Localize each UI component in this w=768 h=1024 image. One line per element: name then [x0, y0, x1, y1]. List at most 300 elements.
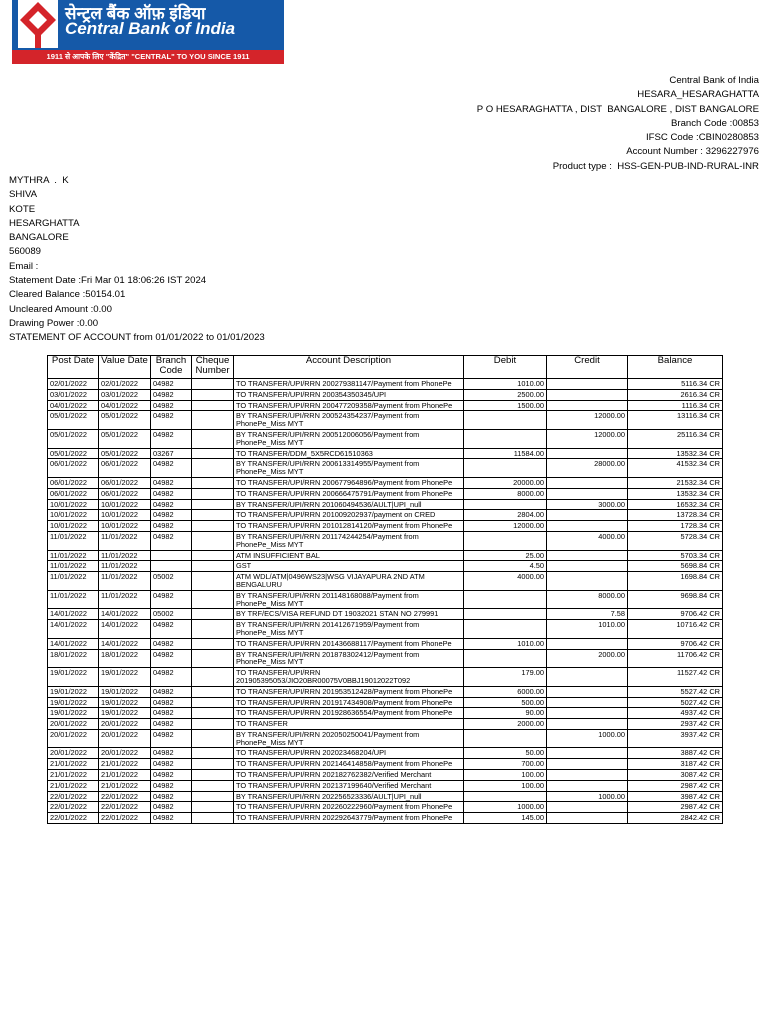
cell-credit: [547, 400, 628, 411]
cell-cheque-number: [192, 521, 234, 532]
cell-account-description: BY TRF/ECS/VISA REFUND DT 19032021 STAN NO 279991: [234, 609, 464, 620]
cell-post-date: 19/01/2022: [48, 708, 99, 719]
cell-post-date: 05/01/2022: [48, 411, 99, 430]
cell-balance: 11706.42 CR: [628, 649, 723, 668]
cell-cheque-number: [192, 780, 234, 791]
cell-post-date: 11/01/2022: [48, 550, 99, 561]
cell-credit: 1000.00: [547, 791, 628, 802]
cell-debit: 100.00: [464, 770, 547, 781]
cell-value-date: 11/01/2022: [99, 561, 151, 572]
cell-debit: [464, 620, 547, 639]
cell-post-date: 11/01/2022: [48, 572, 99, 591]
cell-value-date: 19/01/2022: [99, 686, 151, 697]
cell-branch-code: 04982: [151, 638, 192, 649]
table-row: [48, 379, 723, 390]
cell-branch-code: 04982: [151, 770, 192, 781]
cell-account-description: BY TRANSFER/UPI/RRN 202256523336/AULT|UPI_null: [234, 791, 464, 802]
cell-balance: 5698.84 CR: [628, 561, 723, 572]
cell-branch-code: 04982: [151, 488, 192, 499]
cell-value-date: 06/01/2022: [99, 459, 151, 478]
cell-credit: 3000.00: [547, 499, 628, 510]
table-row: [48, 448, 723, 459]
account-number: Account Number : 3296227976: [626, 146, 759, 158]
cell-cheque-number: [192, 638, 234, 649]
cell-debit: 20000.00: [464, 477, 547, 488]
cell-cheque-number: [192, 759, 234, 770]
cell-cheque-number: [192, 748, 234, 759]
cell-branch-code: 04982: [151, 590, 192, 609]
customer-city: BANGALORE: [9, 232, 69, 244]
cell-account-description: TO TRANSFER/UPI/RRN 200477209358/Payment from PhonePe: [234, 400, 464, 411]
cell-value-date: 21/01/2022: [99, 759, 151, 770]
cell-balance: 1698.84 CR: [628, 572, 723, 591]
cell-account-description: GST: [234, 561, 464, 572]
cell-branch-code: 04982: [151, 499, 192, 510]
cell-value-date: 02/01/2022: [99, 379, 151, 390]
cell-account-description: TO TRANSFER/UPI/RRN 201953512428/Payment from PhonePe: [234, 686, 464, 697]
cell-debit: 2500.00: [464, 389, 547, 400]
cell-branch-code: 04982: [151, 759, 192, 770]
cell-value-date: 10/01/2022: [99, 499, 151, 510]
cell-post-date: 18/01/2022: [48, 649, 99, 668]
cell-debit: [464, 411, 547, 430]
cell-balance: 5703.34 CR: [628, 550, 723, 561]
table-row: [48, 638, 723, 649]
cell-branch-code: 05002: [151, 572, 192, 591]
header-cheque-number: Cheque Number: [192, 356, 234, 379]
cell-account-description: TO TRANSFER/UPI/RRN 201009202937/payment on CRED: [234, 510, 464, 521]
cell-balance: 3887.42 CR: [628, 748, 723, 759]
cell-post-date: 06/01/2022: [48, 459, 99, 478]
cell-debit: [464, 609, 547, 620]
cell-account-description: TO TRANSFER/UPI/RRN 202146414858/Payment from PhonePe: [234, 759, 464, 770]
cell-cheque-number: [192, 510, 234, 521]
table-row: [48, 429, 723, 448]
cell-credit: [547, 389, 628, 400]
cell-balance: 13532.34 CR: [628, 488, 723, 499]
cell-branch-code: 05002: [151, 609, 192, 620]
cell-value-date: 19/01/2022: [99, 708, 151, 719]
cell-balance: 2987.42 CR: [628, 780, 723, 791]
cell-post-date: 22/01/2022: [48, 802, 99, 813]
cell-credit: 12000.00: [547, 411, 628, 430]
cell-post-date: 14/01/2022: [48, 620, 99, 639]
cell-cheque-number: [192, 590, 234, 609]
cell-balance: 5728.34 CR: [628, 531, 723, 550]
cell-account-description: TO TRANSFER/UPI/RRN 201917434908/Payment from PhonePe: [234, 697, 464, 708]
cell-post-date: 19/01/2022: [48, 697, 99, 708]
cell-cheque-number: [192, 802, 234, 813]
cell-debit: 12000.00: [464, 521, 547, 532]
cell-balance: 3937.42 CR: [628, 729, 723, 748]
cell-value-date: 20/01/2022: [99, 748, 151, 759]
table-row: [48, 802, 723, 813]
cell-cheque-number: [192, 729, 234, 748]
cell-balance: 9706.42 CR: [628, 638, 723, 649]
cell-cheque-number: [192, 719, 234, 730]
table-row: [48, 389, 723, 400]
table-row: [48, 459, 723, 478]
cell-debit: 1500.00: [464, 400, 547, 411]
cell-debit: [464, 531, 547, 550]
cell-value-date: 11/01/2022: [99, 531, 151, 550]
cell-cheque-number: [192, 708, 234, 719]
branch-name: HESARA_HESARAGHATTA: [637, 89, 759, 101]
cell-post-date: 14/01/2022: [48, 609, 99, 620]
cell-credit: [547, 748, 628, 759]
cell-post-date: 06/01/2022: [48, 488, 99, 499]
cell-credit: [547, 697, 628, 708]
table-row: [48, 770, 723, 781]
table-row: [48, 729, 723, 748]
table-row: [48, 708, 723, 719]
cell-credit: [547, 708, 628, 719]
cell-debit: 500.00: [464, 697, 547, 708]
cell-cheque-number: [192, 477, 234, 488]
table-row: [48, 697, 723, 708]
cell-balance: 21532.34 CR: [628, 477, 723, 488]
cell-cheque-number: [192, 697, 234, 708]
cell-account-description: ATM INSUFFICIENT BAL: [234, 550, 464, 561]
cell-debit: 6000.00: [464, 686, 547, 697]
branch-address: P O HESARAGHATTA , DIST BANGALORE , DIST BANGALORE: [476, 103, 759, 115]
cell-account-description: BY TRANSFER/UPI/RRN 200524354237/Payment from PhonePe_Miss MYT: [234, 411, 464, 430]
cell-cheque-number: [192, 389, 234, 400]
table-row: [48, 759, 723, 770]
cell-debit: 8000.00: [464, 488, 547, 499]
cell-value-date: 05/01/2022: [99, 448, 151, 459]
cell-value-date: 03/01/2022: [99, 389, 151, 400]
cell-branch-code: 04982: [151, 668, 192, 687]
cell-post-date: 02/01/2022: [48, 379, 99, 390]
cell-branch-code: 04982: [151, 649, 192, 668]
cell-debit: 4.50: [464, 561, 547, 572]
ifsc-code: IFSC Code :CBIN0280853: [645, 132, 759, 144]
bank-logo-icon: [18, 0, 58, 48]
cell-account-description: TO TRANSFER/UPI/RRN 202260222960/Payment from PhonePe: [234, 802, 464, 813]
cell-balance: 10716.42 CR: [628, 620, 723, 639]
cell-post-date: 04/01/2022: [48, 400, 99, 411]
cell-debit: [464, 590, 547, 609]
cell-value-date: 14/01/2022: [99, 620, 151, 639]
cell-cheque-number: [192, 813, 234, 824]
customer-info: [9, 174, 265, 346]
cell-value-date: 11/01/2022: [99, 590, 151, 609]
cell-post-date: 05/01/2022: [48, 429, 99, 448]
cell-balance: 3087.42 CR: [628, 770, 723, 781]
bank-name-hindi: सेन्ट्रल बैंक ऑफ़ इंडिया: [65, 4, 206, 23]
transaction-table: [47, 355, 723, 824]
cell-debit: [464, 429, 547, 448]
cell-debit: [464, 791, 547, 802]
cell-cheque-number: [192, 531, 234, 550]
cell-balance: 1116.34 CR: [628, 400, 723, 411]
cell-branch-code: 04982: [151, 477, 192, 488]
table-row: [48, 649, 723, 668]
cell-debit: 1010.00: [464, 638, 547, 649]
cell-credit: [547, 550, 628, 561]
cell-branch-code: 04982: [151, 802, 192, 813]
table-row: [48, 748, 723, 759]
customer-address-line: KOTE: [9, 203, 36, 215]
cell-value-date: 21/01/2022: [99, 780, 151, 791]
cell-credit: 7.58: [547, 609, 628, 620]
cell-value-date: 14/01/2022: [99, 638, 151, 649]
cell-branch-code: 03267: [151, 448, 192, 459]
cell-cheque-number: [192, 459, 234, 478]
cell-debit: 25.00: [464, 550, 547, 561]
cell-balance: 13728.34 CR: [628, 510, 723, 521]
cell-value-date: 22/01/2022: [99, 791, 151, 802]
table-row: [48, 572, 723, 591]
cell-debit: 50.00: [464, 748, 547, 759]
cell-balance: 25116.34 CR: [628, 429, 723, 448]
cell-account-description: BY TRANSFER/UPI/RRN 201412671959/Payment from PhonePe_Miss MYT: [234, 620, 464, 639]
cell-branch-code: 04982: [151, 729, 192, 748]
cell-value-date: 22/01/2022: [99, 813, 151, 824]
cell-post-date: 03/01/2022: [48, 389, 99, 400]
cell-post-date: 11/01/2022: [48, 531, 99, 550]
cell-cheque-number: [192, 770, 234, 781]
cell-account-description: TO TRANSFER/UPI/RRN 201905395053/JIO20BR00075V0BBJ19012022T092: [234, 668, 464, 687]
customer-address-line: SHIVA: [9, 189, 38, 201]
cell-debit: [464, 649, 547, 668]
cell-credit: [547, 488, 628, 499]
cell-credit: [547, 448, 628, 459]
cell-balance: 5527.42 CR: [628, 686, 723, 697]
cell-cheque-number: [192, 499, 234, 510]
cell-post-date: 20/01/2022: [48, 748, 99, 759]
table-row: [48, 561, 723, 572]
cell-balance: 2842.42 CR: [628, 813, 723, 824]
cell-cheque-number: [192, 411, 234, 430]
cell-credit: [547, 770, 628, 781]
cell-post-date: 21/01/2022: [48, 759, 99, 770]
cell-value-date: 19/01/2022: [99, 697, 151, 708]
cell-credit: [547, 510, 628, 521]
cell-balance: 2987.42 CR: [628, 802, 723, 813]
bank-name-english: Central Bank of India: [65, 19, 236, 38]
cell-cheque-number: [192, 686, 234, 697]
cell-branch-code: 04982: [151, 510, 192, 521]
cell-branch-code: 04982: [151, 411, 192, 430]
table-row: [48, 499, 723, 510]
bank-tagline: 1911 से आपके लिए "केंद्रित" "CENTRAL" TO YOU SINCE 1911: [12, 50, 284, 64]
cell-post-date: 22/01/2022: [48, 791, 99, 802]
cell-account-description: TO TRANSFER/UPI/RRN 202137199640/Verified Merchant: [234, 780, 464, 791]
cell-credit: 2000.00: [547, 649, 628, 668]
table-row: [48, 609, 723, 620]
cell-credit: 28000.00: [547, 459, 628, 478]
cell-post-date: 20/01/2022: [48, 719, 99, 730]
table-row: [48, 510, 723, 521]
cell-post-date: 22/01/2022: [48, 813, 99, 824]
header-credit: Credit: [547, 356, 628, 379]
cell-cheque-number: [192, 561, 234, 572]
table-row: [48, 686, 723, 697]
cell-post-date: 06/01/2022: [48, 477, 99, 488]
cell-branch-code: 04982: [151, 429, 192, 448]
cell-debit: 100.00: [464, 780, 547, 791]
cell-value-date: 05/01/2022: [99, 411, 151, 430]
cell-branch-code: 04982: [151, 400, 192, 411]
uncleared-amount: Uncleared Amount :0.00: [9, 303, 112, 315]
cell-value-date: 18/01/2022: [99, 649, 151, 668]
cell-credit: [547, 521, 628, 532]
cell-credit: 4000.00: [547, 531, 628, 550]
cell-balance: 9698.84 CR: [628, 590, 723, 609]
cell-credit: [547, 802, 628, 813]
table-row: [48, 400, 723, 411]
cell-cheque-number: [192, 448, 234, 459]
cell-credit: [547, 477, 628, 488]
table-row: [48, 531, 723, 550]
cell-branch-code: 04982: [151, 379, 192, 390]
cell-balance: 13116.34 CR: [628, 411, 723, 430]
customer-pincode: 560089: [9, 246, 42, 258]
cell-value-date: 14/01/2022: [99, 609, 151, 620]
branch-code: Branch Code :00853: [670, 117, 759, 129]
cell-account-description: BY TRANSFER/UPI/RRN 201174244254/Payment from PhonePe_Miss MYT: [234, 531, 464, 550]
cell-cheque-number: [192, 572, 234, 591]
cell-cheque-number: [192, 429, 234, 448]
header-balance: Balance: [628, 356, 723, 379]
bank-logo: [12, 0, 284, 64]
cell-value-date: 21/01/2022: [99, 770, 151, 781]
cell-branch-code: 04982: [151, 686, 192, 697]
cell-branch-code: 04982: [151, 813, 192, 824]
cell-post-date: 05/01/2022: [48, 448, 99, 459]
table-row: [48, 590, 723, 609]
cell-value-date: 10/01/2022: [99, 521, 151, 532]
cell-account-description: TO TRANSFER/DDM_5X5RCD61510363: [234, 448, 464, 459]
cell-value-date: 20/01/2022: [99, 719, 151, 730]
cell-account-description: TO TRANSFER/UPI/RRN 200354350345/UPI: [234, 389, 464, 400]
customer-address-line: HESARGHATTA: [9, 217, 80, 229]
cell-branch-code: 04982: [151, 531, 192, 550]
cell-balance: 16532.34 CR: [628, 499, 723, 510]
cell-branch-code: 04982: [151, 748, 192, 759]
cell-branch-code: [151, 561, 192, 572]
cell-branch-code: 04982: [151, 708, 192, 719]
cell-post-date: 21/01/2022: [48, 780, 99, 791]
cell-debit: 1010.00: [464, 379, 547, 390]
statement-period: STATEMENT OF ACCOUNT from 01/01/2022 to 01/01/2023: [9, 332, 265, 344]
cell-value-date: 10/01/2022: [99, 510, 151, 521]
table-row: [48, 620, 723, 639]
cell-post-date: 10/01/2022: [48, 510, 99, 521]
table-row: [48, 488, 723, 499]
cell-debit: 11584.00: [464, 448, 547, 459]
cell-credit: [547, 686, 628, 697]
cell-balance: 13532.34 CR: [628, 448, 723, 459]
cell-debit: [464, 499, 547, 510]
cell-debit: 2804.00: [464, 510, 547, 521]
cell-post-date: 10/01/2022: [48, 521, 99, 532]
cell-value-date: 11/01/2022: [99, 550, 151, 561]
cell-cheque-number: [192, 649, 234, 668]
cell-credit: [547, 813, 628, 824]
cell-account-description: BY TRANSFER/UPI/RRN 200613314955/Payment from PhonePe_Miss MYT: [234, 459, 464, 478]
customer-email: Email :: [9, 260, 39, 272]
cell-branch-code: 04982: [151, 620, 192, 639]
cell-value-date: 22/01/2022: [99, 802, 151, 813]
cell-account-description: TO TRANSFER/UPI/RRN 201436688117/Payment from PhonePe: [234, 638, 464, 649]
customer-name: MYTHRA . K: [9, 175, 69, 186]
cell-balance: 3987.42 CR: [628, 791, 723, 802]
cell-account-description: TO TRANSFER/UPI/RRN 200666475791/Payment from PhonePe: [234, 488, 464, 499]
header-account-description: Account Description: [234, 356, 464, 379]
table-row: [48, 521, 723, 532]
cell-balance: 11527.42 CR: [628, 668, 723, 687]
cell-value-date: 11/01/2022: [99, 572, 151, 591]
cell-balance: 5116.34 CR: [628, 379, 723, 390]
cell-account-description: BY TRANSFER/UPI/RRN 201878302412/Payment from PhonePe_Miss MYT: [234, 649, 464, 668]
cell-credit: [547, 759, 628, 770]
header-branch-code: Branch Code: [151, 356, 192, 379]
cell-post-date: 20/01/2022: [48, 729, 99, 748]
cell-cheque-number: [192, 400, 234, 411]
cell-cheque-number: [192, 488, 234, 499]
cell-cheque-number: [192, 620, 234, 639]
cell-account-description: BY TRANSFER/UPI/RRN 200512006056/Payment from PhonePe_Miss MYT: [234, 429, 464, 448]
cell-account-description: TO TRANSFER/UPI/RRN 200279381147/Payment from PhonePe: [234, 379, 464, 390]
cell-balance: 41532.34 CR: [628, 459, 723, 478]
cell-value-date: 05/01/2022: [99, 429, 151, 448]
cell-account-description: TO TRANSFER: [234, 719, 464, 730]
cell-balance: 5027.42 CR: [628, 697, 723, 708]
cell-account-description: BY TRANSFER/UPI/RRN 201148168088/Payment from PhonePe_Miss MYT: [234, 590, 464, 609]
cell-cheque-number: [192, 791, 234, 802]
cell-debit: 700.00: [464, 759, 547, 770]
header-value-date: Value Date: [99, 356, 151, 379]
drawing-power: Drawing Power :0.00: [9, 317, 99, 329]
cell-branch-code: 04982: [151, 521, 192, 532]
cell-post-date: 19/01/2022: [48, 668, 99, 687]
header-debit: Debit: [464, 356, 547, 379]
cell-post-date: 11/01/2022: [48, 590, 99, 609]
statement-date: Statement Date :Fri Mar 01 18:06:26 IST 2024: [9, 275, 207, 287]
cell-credit: [547, 780, 628, 791]
cell-branch-code: 04982: [151, 791, 192, 802]
cell-value-date: 04/01/2022: [99, 400, 151, 411]
cell-account-description: TO TRANSFER/UPI/RRN 201928636554/Payment from PhonePe: [234, 708, 464, 719]
cell-post-date: 11/01/2022: [48, 561, 99, 572]
cell-debit: 2000.00: [464, 719, 547, 730]
cell-balance: 2937.42 CR: [628, 719, 723, 730]
cell-account-description: BY TRANSFER/UPI/RRN 202050250041/Payment from PhonePe_Miss MYT: [234, 729, 464, 748]
cell-post-date: 19/01/2022: [48, 686, 99, 697]
bank-name: Central Bank of India: [669, 75, 759, 86]
cell-account-description: TO TRANSFER/UPI/RRN 202292643779/Payment from PhonePe: [234, 813, 464, 824]
cell-credit: [547, 638, 628, 649]
cell-branch-code: 04982: [151, 389, 192, 400]
cell-credit: [547, 572, 628, 591]
cell-post-date: 14/01/2022: [48, 638, 99, 649]
table-row: [48, 813, 723, 824]
cell-post-date: 10/01/2022: [48, 499, 99, 510]
cell-debit: 145.00: [464, 813, 547, 824]
cell-balance: 1728.34 CR: [628, 521, 723, 532]
cell-branch-code: 04982: [151, 719, 192, 730]
cell-credit: 8000.00: [547, 590, 628, 609]
cell-credit: [547, 719, 628, 730]
cell-cheque-number: [192, 668, 234, 687]
table-header-row: [48, 356, 723, 379]
cell-debit: [464, 729, 547, 748]
cell-credit: 12000.00: [547, 429, 628, 448]
cell-credit: 1000.00: [547, 729, 628, 748]
